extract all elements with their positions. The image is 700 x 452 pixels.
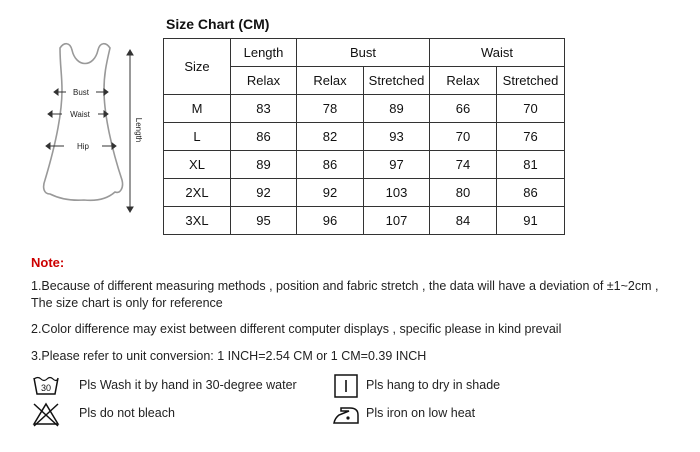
waist-relax-header: Relax — [430, 67, 497, 95]
waist-stretched-header: Stretched — [497, 67, 565, 95]
note-label: Note: — [31, 255, 65, 270]
bust-stretched-cell: 93 — [364, 123, 430, 151]
bust-stretched-cell: 89 — [364, 95, 430, 123]
waist-stretched-cell: 76 — [497, 123, 565, 151]
dry-instruction: Pls hang to dry in shade — [366, 378, 501, 392]
hang-dry-shade-icon — [331, 373, 361, 399]
bust-relax-cell: 86 — [297, 151, 364, 179]
note-line-1 — [31, 278, 691, 312]
size-cell: XL — [164, 151, 231, 179]
bust-relax-header: Relax — [297, 67, 364, 95]
table-row — [164, 151, 565, 179]
bleach-instruction: Pls do not bleach — [79, 406, 175, 420]
waist-relax-cell: 70 — [430, 123, 497, 151]
note-line-1b: The size chart is only for reference — [31, 296, 223, 310]
size-cell: L — [164, 123, 231, 151]
waist-header: Waist — [430, 39, 565, 67]
length-cell: 95 — [231, 207, 297, 235]
length-cell: 86 — [231, 123, 297, 151]
wash-instruction: Pls Wash it by hand in 30-degree water — [79, 378, 297, 392]
length-label: Length — [134, 117, 143, 143]
bust-relax-cell: 92 — [297, 179, 364, 207]
waist-relax-cell: 66 — [430, 95, 497, 123]
size-cell: M — [164, 95, 231, 123]
table-row — [164, 95, 565, 123]
note-line-1a: 1.Because of different measuring methods , position and fabric stretch , the data will have a deviation of ±1~2cm , — [31, 279, 659, 293]
header-row — [164, 39, 565, 67]
size-cell: 3XL — [164, 207, 231, 235]
wash-temperature: 30 — [40, 383, 52, 393]
waist-relax-cell: 74 — [430, 151, 497, 179]
bust-relax-cell: 96 — [297, 207, 364, 235]
bust-relax-cell: 82 — [297, 123, 364, 151]
length-header: Length — [231, 39, 297, 67]
bust-header: Bust — [297, 39, 430, 67]
waist-stretched-cell: 81 — [497, 151, 565, 179]
table-row — [164, 179, 565, 207]
table-row — [164, 123, 565, 151]
bust-stretched-header: Stretched — [364, 67, 430, 95]
note-line-3: 3.Please refer to unit conversion: 1 INCH=2.54 CM or 1 CM=0.39 INCH — [31, 349, 427, 363]
waist-label: Waist — [70, 110, 90, 119]
bust-stretched-cell: 97 — [364, 151, 430, 179]
waist-relax-cell: 80 — [430, 179, 497, 207]
note-line-2: 2.Color difference may exist between different computer displays , specific please in kind prevail — [31, 322, 562, 336]
bust-relax-cell: 78 — [297, 95, 364, 123]
hand-wash-30-icon — [31, 373, 61, 399]
size-header: Size — [164, 39, 231, 95]
bust-stretched-cell: 107 — [364, 207, 430, 235]
size-chart-title: Size Chart (CM) — [166, 16, 270, 32]
size-chart-table — [163, 38, 565, 235]
waist-stretched-cell: 91 — [497, 207, 565, 235]
dress-outline — [44, 44, 123, 201]
length-cell: 92 — [231, 179, 297, 207]
length-cell: 83 — [231, 95, 297, 123]
bust-label: Bust — [72, 88, 90, 97]
waist-relax-cell: 84 — [430, 207, 497, 235]
dress-measurement-figure — [20, 30, 150, 220]
size-cell: 2XL — [164, 179, 231, 207]
table-row — [164, 207, 565, 235]
length-relax-header: Relax — [231, 67, 297, 95]
no-bleach-icon — [31, 401, 61, 427]
bust-stretched-cell: 103 — [364, 179, 430, 207]
iron-instruction: Pls iron on low heat — [366, 406, 476, 420]
waist-stretched-cell: 86 — [497, 179, 565, 207]
iron-low-heat-icon — [331, 401, 361, 427]
length-cell: 89 — [231, 151, 297, 179]
waist-stretched-cell: 70 — [497, 95, 565, 123]
hip-label: Hip — [76, 142, 90, 151]
